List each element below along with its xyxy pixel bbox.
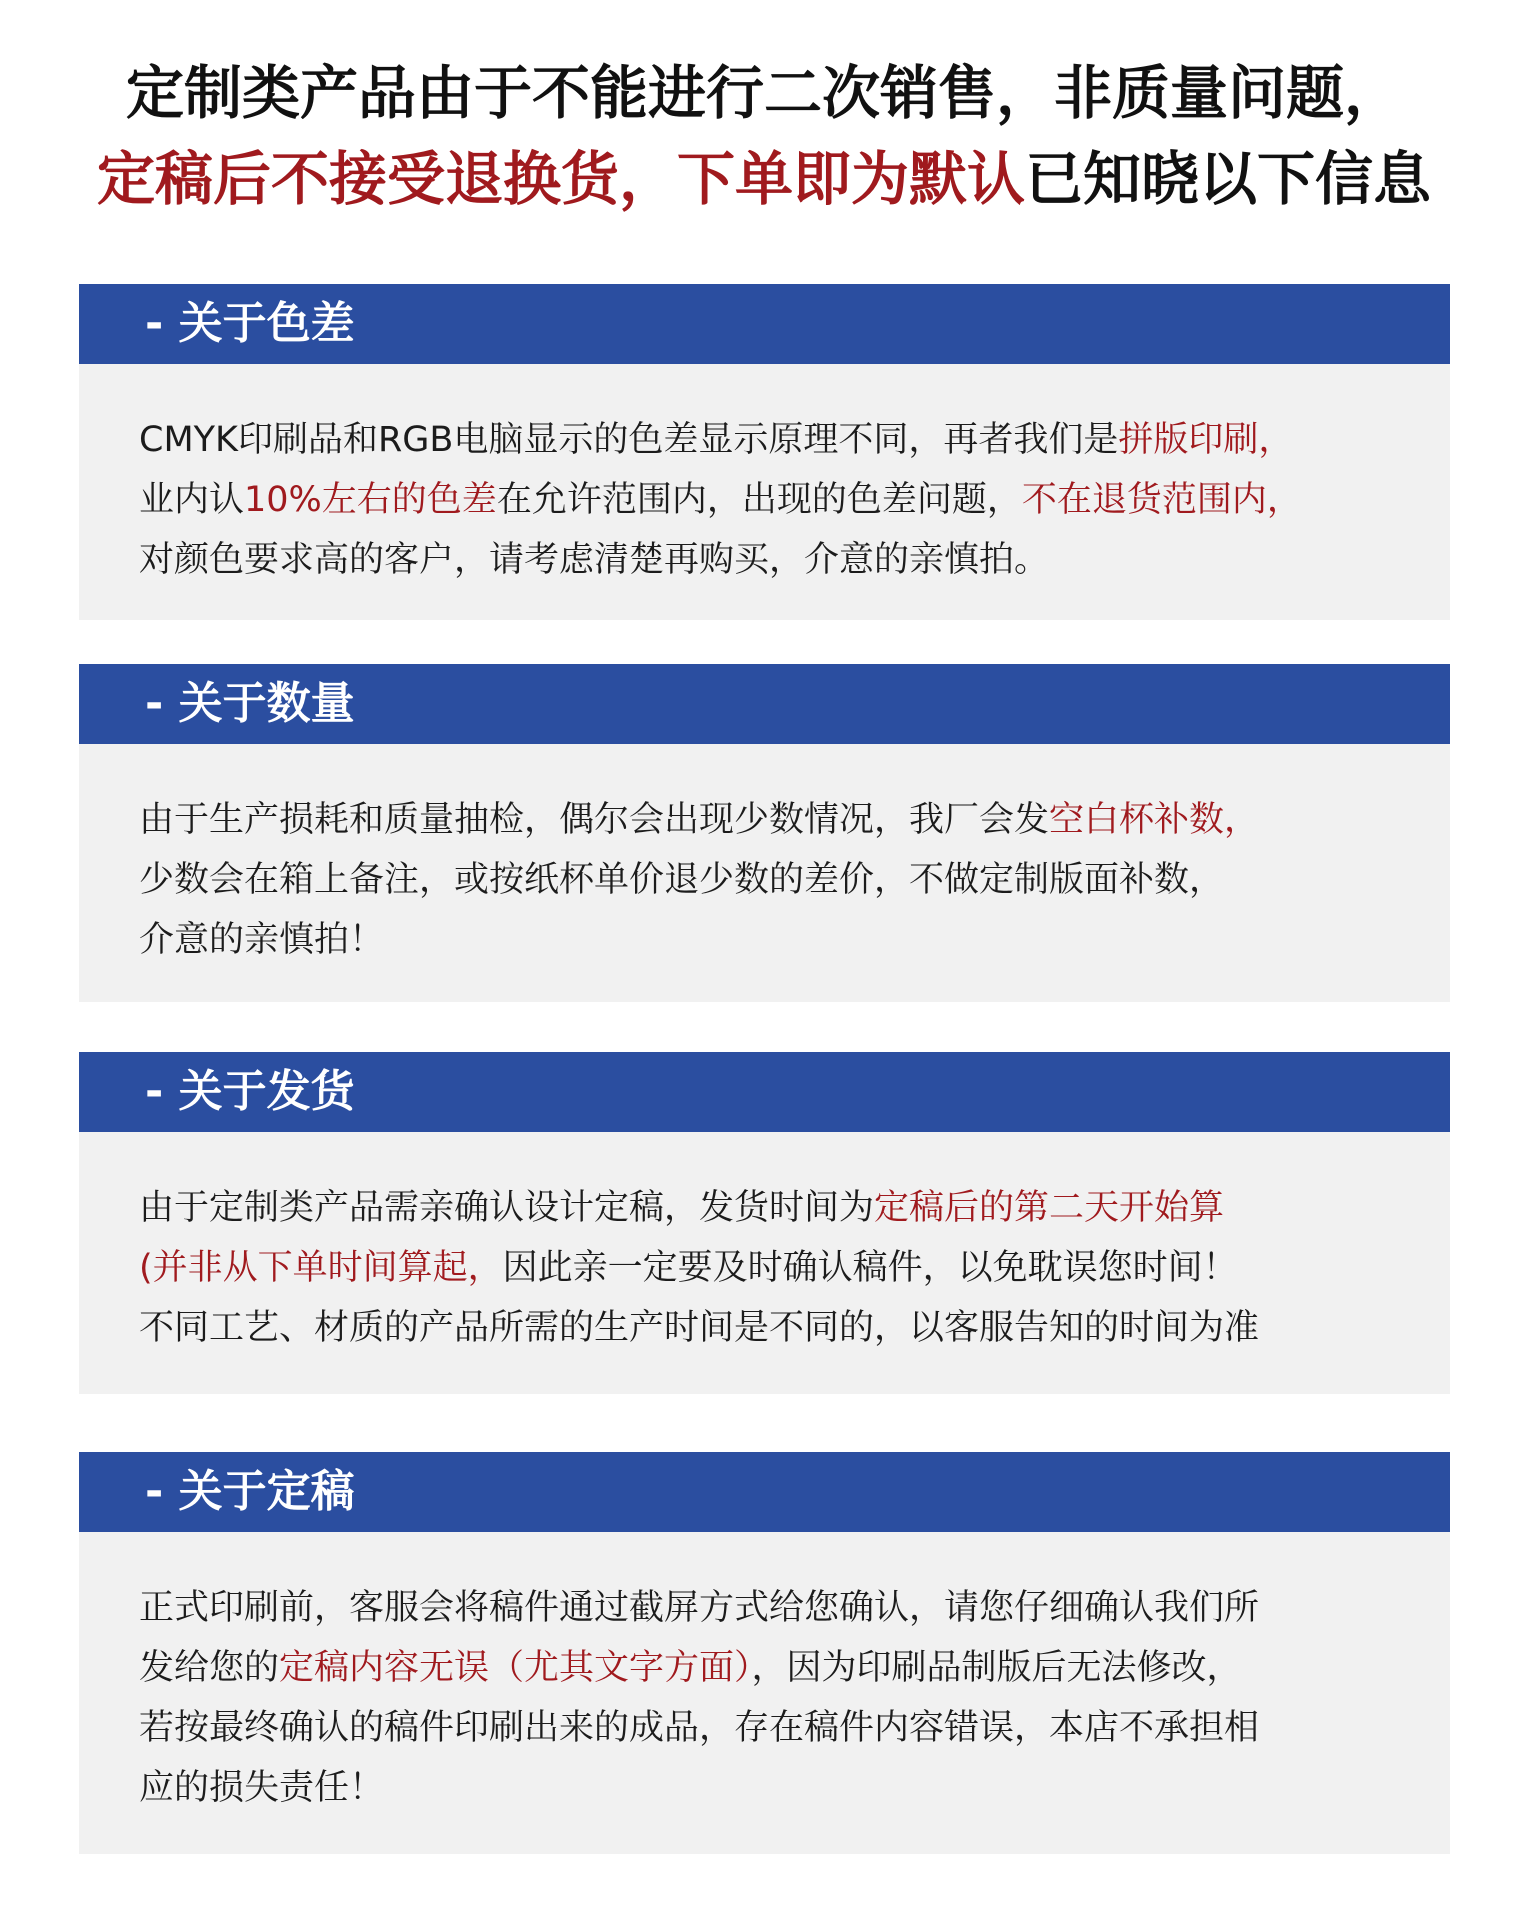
body-text: 因此亲一定要及时确认稿件，以免耽误您时间！: [502, 1248, 1238, 1288]
paragraph-line: [139, 1698, 1450, 1758]
section-header: [79, 1452, 1450, 1532]
paragraph-line: [139, 910, 1450, 970]
section-title: - 关于发货: [145, 1066, 355, 1117]
paragraph-line: [139, 1638, 1450, 1698]
highlighted-text: 定稿内容无误（尤其文字方面）: [279, 1648, 752, 1688]
body-text: 由于生产损耗和质量抽检，偶尔会出现少数情况，我厂会发: [139, 800, 1050, 840]
paragraph-line: [139, 470, 1450, 530]
section-header: [79, 1052, 1450, 1132]
paragraph-line: [139, 1758, 1450, 1818]
body-text: 少数会在箱上备注，或按纸杯单价退少数的差价，不做定制版面补数，: [139, 860, 1225, 900]
body-text: ，因为印刷品制版后无法修改，: [751, 1648, 1242, 1688]
body-text: 在允许范围内，出现的色差问题，: [496, 480, 1022, 520]
paragraph-line: [139, 790, 1450, 850]
section-body: [79, 364, 1450, 620]
section-final-draft: [79, 1452, 1450, 1854]
section-body: [79, 1132, 1450, 1394]
body-text: 对颜色要求高的客户，请考虑清楚再购买，介意的亲慎拍。: [139, 540, 1050, 580]
section-header: [79, 664, 1450, 744]
headline-line-2-red-text: 定稿后不接受退换货，下单即为默认: [96, 145, 1025, 213]
section-header: [79, 284, 1450, 364]
paragraph-line: [139, 1178, 1450, 1238]
section-title: - 关于数量: [145, 678, 355, 729]
paragraph-line: [139, 530, 1450, 590]
highlighted-text: 空白杯补数，: [1049, 800, 1260, 840]
body-text: 介意的亲慎拍！: [139, 920, 385, 960]
body-text: 正式印刷前，客服会将稿件通过截屏方式给您确认，请您仔细确认我们所: [139, 1588, 1260, 1628]
section-title: - 关于色差: [145, 298, 355, 349]
paragraph-line: [139, 1238, 1450, 1298]
body-text: 业内认: [139, 480, 245, 520]
section-body: [79, 1532, 1450, 1854]
section-title: - 关于定稿: [145, 1466, 355, 1517]
highlighted-text: 定稿后的第二天开始算: [874, 1188, 1225, 1228]
highlighted-text: 10%左右的色差: [244, 480, 497, 520]
section-color-difference: [79, 284, 1450, 620]
section-body: [79, 744, 1450, 1002]
body-text: 发给您的: [139, 1648, 280, 1688]
body-text: 若按最终确认的稿件印刷出来的成品，存在稿件内容错误，本店不承担相: [139, 1708, 1260, 1748]
paragraph-line: [139, 410, 1450, 470]
section-shipping: [79, 1052, 1450, 1394]
body-text: 不同工艺、材质的产品所需的生产时间是不同的，以客服告知的时间为准: [139, 1308, 1260, 1348]
paragraph-line: [139, 1298, 1450, 1358]
paragraph-line: [139, 1578, 1450, 1638]
highlighted-text: 拼版印刷，: [1118, 420, 1294, 460]
paragraph-line: [139, 850, 1450, 910]
body-text: CMYK印刷品和RGB电脑显示的色差显示原理不同，再者我们是: [139, 420, 1119, 460]
highlighted-text: 不在退货范围内，: [1021, 480, 1302, 520]
headline-line-1-text: 定制类产品由于不能进行二次销售，非质量问题，: [125, 59, 1402, 127]
headline-line-2-black-text: 已知晓以下信息: [1025, 145, 1432, 213]
body-text: 由于定制类产品需亲确认设计定稿，发货时间为: [139, 1188, 875, 1228]
body-text: 应的损失责任！: [139, 1768, 385, 1808]
section-quantity: [79, 664, 1450, 1002]
headline-line-2: [0, 144, 1528, 214]
headline-line-1: [0, 58, 1528, 128]
highlighted-text: (并非从下单时间算起，: [139, 1248, 503, 1288]
